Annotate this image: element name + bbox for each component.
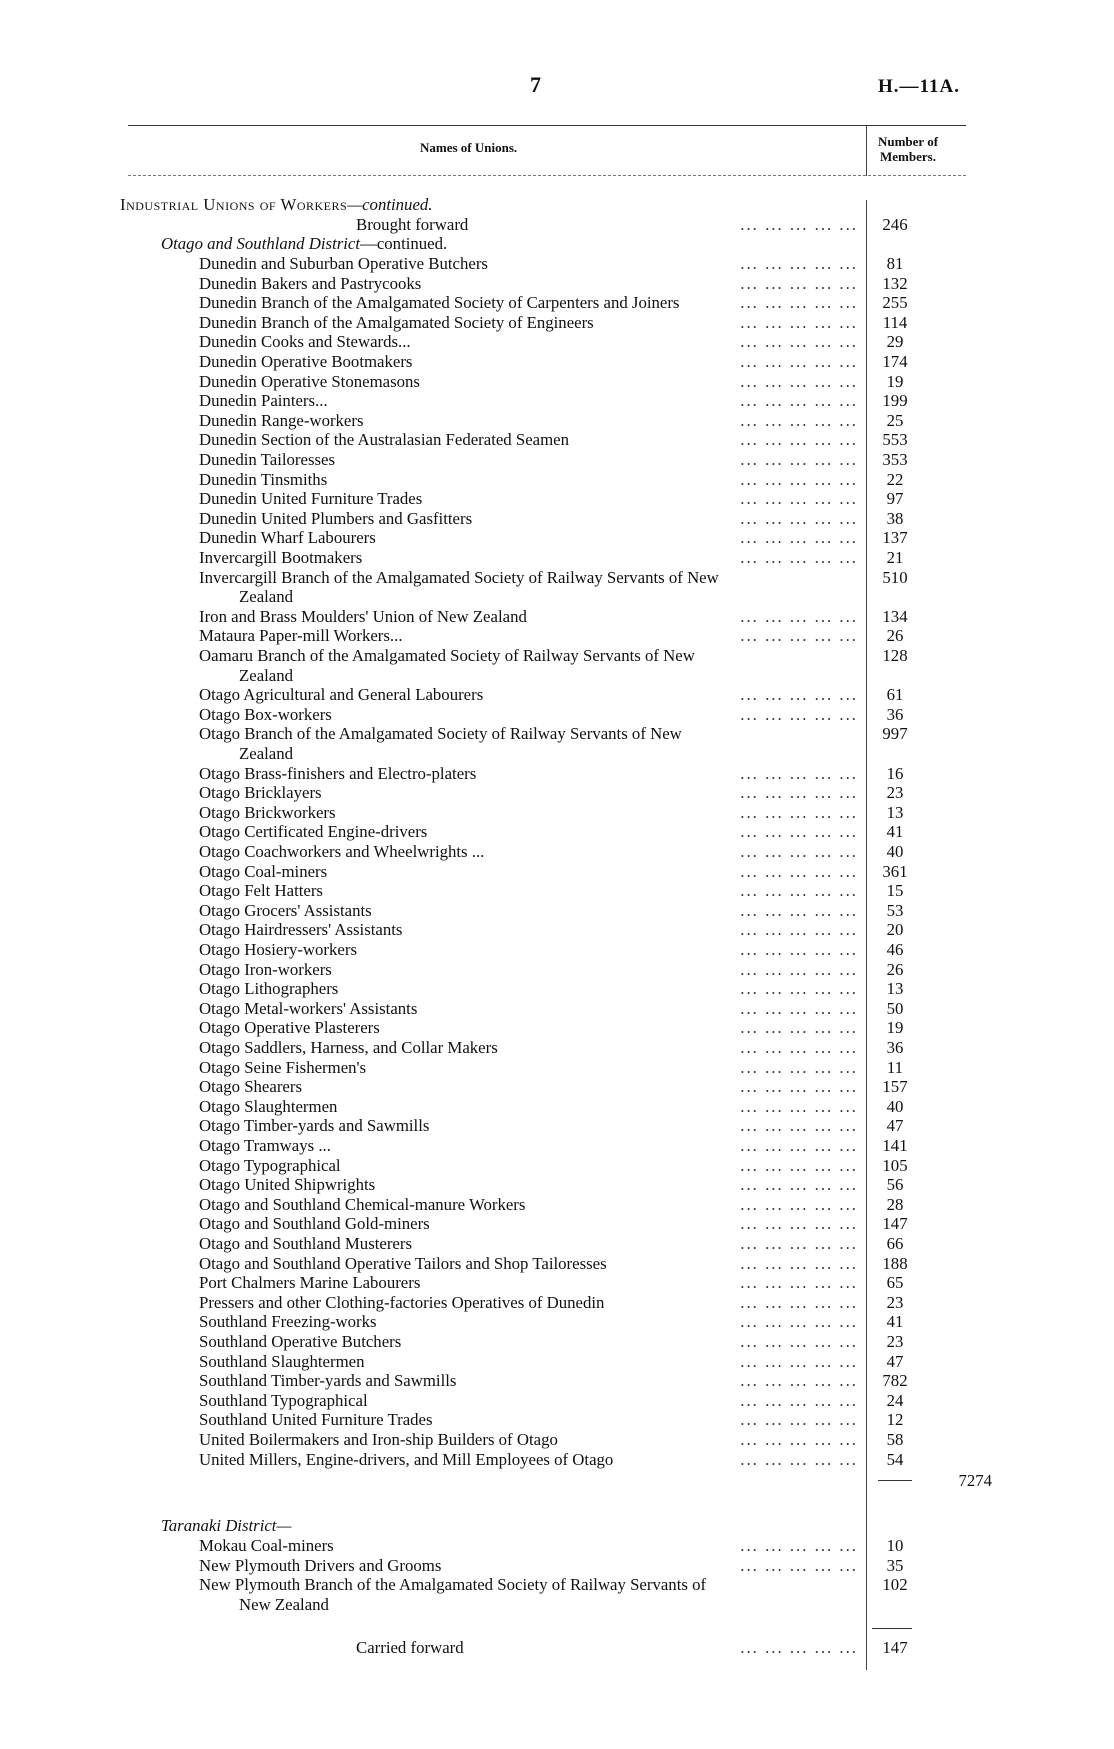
union-row <box>199 607 858 627</box>
union-members: 58 <box>886 1430 904 1449</box>
leader-dots: ... ... ... ... ... <box>740 410 858 430</box>
union-name: Mokau Coal-miners <box>199 1536 334 1555</box>
union-members: 997 <box>882 724 908 744</box>
union-row <box>199 548 858 568</box>
union-members: 147 <box>882 1214 908 1234</box>
leader-dots: ... ... ... ... ... <box>740 1077 858 1097</box>
union-row <box>199 352 858 372</box>
union-members: 81 <box>886 254 904 273</box>
leader-dots: ... ... ... ... ... <box>740 1638 858 1657</box>
union-name: Otago and Southland Chemical-manure Workers <box>199 1194 526 1214</box>
union-members: 41 <box>886 1312 904 1332</box>
union-name: Southland Freezing-works <box>199 1312 377 1332</box>
union-row <box>199 1332 858 1352</box>
carried-forward-rule <box>872 1628 912 1629</box>
union-members: 12 <box>886 1410 904 1430</box>
leader-dots: ... ... ... ... ... <box>740 1096 858 1116</box>
union-name: Southland Slaughtermen <box>199 1351 365 1371</box>
section-title-continued: —continued. <box>347 195 433 214</box>
union-row <box>199 1097 858 1117</box>
leader-dots: ... ... ... ... ... <box>740 685 858 705</box>
union-row <box>199 822 858 842</box>
union-name: Otago and Southland Musterers <box>199 1234 412 1253</box>
union-row <box>199 1352 858 1372</box>
union-members: 47 <box>886 1116 904 1136</box>
union-name: Dunedin Operative Bootmakers <box>199 352 413 371</box>
union-name: Port Chalmers Marine Labourers <box>199 1273 421 1293</box>
union-name: Oamaru Branch of the Amalgamated Society of Railway Servants of New <box>199 646 695 665</box>
union-name: Otago Timber-yards and Sawmills <box>199 1116 430 1136</box>
leader-dots: ... ... ... ... ... <box>740 822 858 842</box>
leader-dots: ... ... ... ... ... <box>740 861 858 881</box>
union-row <box>199 979 858 999</box>
leader-dots: ... ... ... ... ... <box>740 1430 858 1449</box>
union-row <box>199 646 858 666</box>
union-name-continuation: Zealand <box>239 587 294 607</box>
union-row <box>199 509 858 529</box>
leader-dots: ... ... ... ... ... <box>740 1332 858 1351</box>
union-name: Otago Iron-workers <box>199 959 332 979</box>
carried-forward-value: 147 <box>882 1638 908 1657</box>
union-members: 20 <box>886 920 904 940</box>
union-name: Otago Certificated Engine-drivers <box>199 822 428 842</box>
leader-dots: ... ... ... ... ... <box>740 763 858 783</box>
union-name: Southland Timber-yards and Sawmills <box>199 1371 457 1391</box>
leader-dots: ... ... ... ... ... <box>740 1312 858 1332</box>
union-row <box>199 1410 858 1430</box>
union-members: 11 <box>886 1057 904 1077</box>
leader-dots: ... ... ... ... ... <box>740 548 858 567</box>
union-members: 26 <box>886 626 904 646</box>
union-members: 47 <box>886 1351 904 1371</box>
leader-dots: ... ... ... ... ... <box>740 391 858 411</box>
union-row <box>199 568 858 588</box>
union-row <box>199 842 858 862</box>
union-name-continuation: Zealand <box>239 744 294 763</box>
union-row <box>199 1038 858 1058</box>
union-row <box>199 1556 858 1576</box>
district-title-otago <box>161 234 447 254</box>
leader-dots: ... ... ... ... ... <box>740 900 858 920</box>
leader-dots: ... ... ... ... ... <box>740 842 858 861</box>
leader-dots: ... ... ... ... ... <box>740 1057 858 1077</box>
union-row <box>199 1195 858 1215</box>
union-name: Otago Coal-miners <box>199 861 328 881</box>
leader-dots: ... ... ... ... ... <box>740 606 858 626</box>
union-name: Dunedin United Plumbers and Gasfitters <box>199 508 473 528</box>
union-members: 114 <box>882 312 908 332</box>
union-row <box>199 1273 858 1293</box>
union-members: 353 <box>882 450 908 469</box>
union-members: 38 <box>886 508 904 528</box>
union-row <box>199 783 858 803</box>
union-members: 13 <box>886 802 904 822</box>
leader-dots: ... ... ... ... ... <box>740 1536 858 1555</box>
leader-dots: ... ... ... ... ... <box>740 293 858 313</box>
union-name: Otago Box-workers <box>199 704 332 724</box>
union-members: 23 <box>886 783 904 803</box>
leader-dots: ... ... ... ... ... <box>740 1155 858 1175</box>
union-name-continuation: Zealand <box>239 665 294 685</box>
union-row <box>199 470 858 490</box>
union-members: 40 <box>886 1096 904 1116</box>
union-members: 188 <box>882 1253 908 1273</box>
leader-dots: ... ... ... ... ... <box>740 273 858 293</box>
union-name: Otago Branch of the Amalgamated Society of Railway Servants of New <box>199 724 682 744</box>
leader-dots: ... ... ... ... ... <box>740 1390 858 1410</box>
union-name: Otago Felt Hatters <box>199 881 323 901</box>
union-name: Otago United Shipwrights <box>199 1175 376 1195</box>
union-members: 15 <box>886 881 904 901</box>
union-row <box>199 803 858 823</box>
leader-dots: ... ... ... ... ... <box>740 1351 858 1371</box>
union-members: 97 <box>886 489 904 509</box>
union-row <box>199 1536 858 1556</box>
union-members: 255 <box>882 293 908 313</box>
union-members: 10 <box>886 1536 904 1555</box>
leader-dots: ... ... ... ... ... <box>740 1273 858 1293</box>
carried-forward-row <box>356 1638 858 1658</box>
union-members: 22 <box>886 469 904 489</box>
union-members: 28 <box>886 1194 904 1214</box>
union-members: 199 <box>882 391 908 411</box>
union-members: 157 <box>882 1077 908 1097</box>
union-name: Otago Hairdressers' Assistants <box>199 920 403 940</box>
union-row <box>199 1018 858 1038</box>
union-name: Otago Saddlers, Harness, and Collar Makers <box>199 1038 498 1057</box>
leader-dots: ... ... ... ... ... <box>740 1234 858 1253</box>
leader-dots: ... ... ... ... ... <box>740 1136 858 1155</box>
union-members: 23 <box>886 1292 904 1312</box>
brought-forward-value: 246 <box>882 215 908 234</box>
leader-dots: ... ... ... ... ... <box>740 783 858 803</box>
header-bottom-rule <box>128 175 966 176</box>
union-members: 128 <box>882 646 908 665</box>
union-row <box>199 1175 858 1195</box>
union-row <box>199 1077 858 1097</box>
union-row <box>199 1234 858 1254</box>
leader-dots: ... ... ... ... ... <box>740 508 858 528</box>
leader-dots: ... ... ... ... ... <box>740 1449 858 1469</box>
union-members: 137 <box>882 528 908 548</box>
union-row <box>199 391 858 411</box>
union-name: Otago Brickworkers <box>199 802 336 822</box>
union-name: Otago and Southland Operative Tailors and Shop Tailoresses <box>199 1253 607 1273</box>
district-title-otago-suffix: —continued. <box>360 234 448 253</box>
union-name: Dunedin Operative Stonemasons <box>199 371 420 391</box>
union-members: 553 <box>882 430 908 450</box>
column-header-names: Names of Unions. <box>420 140 518 155</box>
union-members: 46 <box>886 940 904 959</box>
district-title-taranaki <box>161 1516 291 1536</box>
leader-dots: ... ... ... ... ... <box>740 489 858 509</box>
union-members: 19 <box>886 371 904 391</box>
union-name: Otago Shearers <box>199 1077 302 1097</box>
union-name: Dunedin United Furniture Trades <box>199 489 423 509</box>
union-name: Dunedin Painters... <box>199 391 328 411</box>
union-members: 23 <box>886 1332 904 1351</box>
union-row <box>199 626 858 646</box>
union-row <box>199 999 858 1019</box>
union-members: 29 <box>886 332 904 352</box>
union-name: Otago Metal-workers' Assistants <box>199 998 418 1018</box>
page-number: 7 <box>530 72 541 97</box>
union-members: 66 <box>886 1234 904 1253</box>
union-members: 510 <box>882 567 908 587</box>
union-members: 24 <box>886 1390 904 1410</box>
union-row <box>199 372 858 392</box>
union-row <box>199 450 858 470</box>
union-row <box>199 254 858 274</box>
union-members: 65 <box>886 1273 904 1293</box>
leader-dots: ... ... ... ... ... <box>740 528 858 548</box>
union-name: New Plymouth Branch of the Amalgamated Society of Railway Servants of <box>199 1575 707 1595</box>
union-members: 141 <box>882 1136 908 1155</box>
union-row <box>199 764 858 784</box>
leader-dots: ... ... ... ... ... <box>740 450 858 469</box>
union-name: United Boilermakers and Iron-ship Builders of Otago <box>199 1430 558 1449</box>
union-members: 174 <box>882 352 908 371</box>
union-name: Otago Agricultural and General Labourers <box>199 685 484 705</box>
section-title-industrial <box>120 195 432 215</box>
union-name: Southland Typographical <box>199 1390 368 1410</box>
subtotal-rule <box>878 1480 912 1481</box>
leader-dots: ... ... ... ... ... <box>740 332 858 352</box>
brought-forward-label: Brought forward <box>356 215 469 234</box>
leader-dots: ... ... ... ... ... <box>740 704 858 724</box>
leader-dots: ... ... ... ... ... <box>740 1253 858 1273</box>
union-name: Dunedin Range-workers <box>199 410 364 430</box>
union-name: Otago Slaughtermen <box>199 1096 338 1116</box>
union-row <box>199 332 858 352</box>
union-name: Dunedin Tinsmiths <box>199 469 328 489</box>
brought-forward-row <box>356 215 858 235</box>
header-column-divider <box>866 126 867 176</box>
otago-subtotal: 7274 <box>958 1471 992 1490</box>
union-members: 132 <box>882 273 908 293</box>
union-members: 53 <box>886 900 904 920</box>
union-row <box>199 1214 858 1234</box>
union-name: Otago Bricklayers <box>199 783 322 803</box>
leader-dots: ... ... ... ... ... <box>740 1410 858 1430</box>
union-name: Southland United Furniture Trades <box>199 1410 433 1430</box>
union-name: Dunedin Wharf Labourers <box>199 528 376 548</box>
section-title-main: Industrial Unions of Workers <box>120 195 348 214</box>
leader-dots: ... ... ... ... ... <box>740 920 858 940</box>
union-row <box>199 901 858 921</box>
union-row <box>199 1391 858 1411</box>
union-members: 35 <box>886 1555 904 1575</box>
leader-dots: ... ... ... ... ... <box>740 1371 858 1391</box>
union-name: Dunedin Branch of the Amalgamated Society of Engineers <box>199 312 594 332</box>
union-name: Invercargill Branch of the Amalgamated Society of Railway Servants of New <box>199 567 719 587</box>
union-members: 41 <box>886 822 904 842</box>
union-name: Pressers and other Clothing-factories Operatives of Dunedin <box>199 1292 605 1312</box>
leader-dots: ... ... ... ... ... <box>740 1555 858 1575</box>
leader-dots: ... ... ... ... ... <box>740 1194 858 1214</box>
union-row <box>199 940 858 960</box>
union-name: Otago Seine Fishermen's <box>199 1057 367 1077</box>
union-name: Dunedin Cooks and Stewards... <box>199 332 411 352</box>
leader-dots: ... ... ... ... ... <box>740 626 858 646</box>
leader-dots: ... ... ... ... ... <box>740 940 858 959</box>
union-row <box>199 705 858 725</box>
leader-dots: ... ... ... ... ... <box>740 371 858 391</box>
leader-dots: ... ... ... ... ... <box>740 430 858 450</box>
leader-dots: ... ... ... ... ... <box>740 802 858 822</box>
union-members: 25 <box>886 410 904 430</box>
leader-dots: ... ... ... ... ... <box>740 1175 858 1195</box>
union-name: Iron and Brass Moulders' Union of New Zealand <box>199 606 527 626</box>
union-members: 26 <box>886 959 904 979</box>
leader-dots: ... ... ... ... ... <box>740 469 858 489</box>
union-name-continuation: New Zealand <box>239 1594 329 1614</box>
union-row <box>199 960 858 980</box>
union-members: 54 <box>886 1449 904 1469</box>
district-title-otago-name: Otago and Southland District <box>161 234 361 253</box>
leader-dots: ... ... ... ... ... <box>740 998 858 1018</box>
union-members: 56 <box>886 1175 904 1195</box>
union-name: Otago Grocers' Assistants <box>199 900 372 920</box>
union-name: United Millers, Engine-drivers, and Mill Employees of Otago <box>199 1449 614 1469</box>
union-row <box>199 881 858 901</box>
union-name: Invercargill Bootmakers <box>199 548 363 567</box>
union-members: 16 <box>886 763 904 783</box>
union-row <box>199 685 858 705</box>
union-row <box>199 274 858 294</box>
union-name: Southland Operative Butchers <box>199 1332 402 1351</box>
column-header-members-line2: Members. <box>880 149 936 164</box>
union-name: Otago Brass-finishers and Electro-platers <box>199 763 477 783</box>
union-name: Dunedin Branch of the Amalgamated Society of Carpenters and Joiners <box>199 293 680 313</box>
union-row <box>199 1450 858 1470</box>
union-row <box>199 1058 858 1078</box>
union-name: Dunedin Section of the Australasian Federated Seamen <box>199 430 570 450</box>
union-members: 13 <box>886 979 904 999</box>
union-members: 361 <box>882 861 908 881</box>
union-row <box>199 1371 858 1391</box>
document-code: H.—11A. <box>878 76 960 97</box>
column-header-members-line1: Number of <box>877 134 939 149</box>
leader-dots: ... ... ... ... ... <box>740 1214 858 1234</box>
union-row <box>199 430 858 450</box>
union-members: 61 <box>886 685 904 705</box>
union-row <box>199 724 858 744</box>
union-name: Otago Operative Plasterers <box>199 1018 380 1038</box>
union-members: 105 <box>882 1155 908 1175</box>
union-name: Mataura Paper-mill Workers... <box>199 626 403 646</box>
union-row <box>199 1312 858 1332</box>
union-name: Dunedin Tailoresses <box>199 450 336 469</box>
union-name: Otago and Southland Gold-miners <box>199 1214 430 1234</box>
union-row <box>199 1156 858 1176</box>
union-name: Otago Tramways ... <box>199 1136 331 1155</box>
union-row <box>199 862 858 882</box>
union-row <box>199 1116 858 1136</box>
district-title-taranaki-name: Taranaki District— <box>161 1516 292 1535</box>
leader-dots: ... ... ... ... ... <box>740 1292 858 1312</box>
union-members: 19 <box>886 1018 904 1038</box>
union-name: New Plymouth Drivers and Grooms <box>199 1555 442 1575</box>
union-row <box>199 920 858 940</box>
union-name: Otago Hosiery-workers <box>199 940 357 959</box>
union-name: Otago Lithographers <box>199 979 339 999</box>
leader-dots: ... ... ... ... ... <box>740 312 858 332</box>
leader-dots: ... ... ... ... ... <box>740 979 858 999</box>
column-header-members <box>868 134 948 164</box>
leader-dots: ... ... ... ... ... <box>740 881 858 901</box>
union-row <box>199 411 858 431</box>
union-name: Dunedin Bakers and Pastrycooks <box>199 273 422 293</box>
union-row <box>199 528 858 548</box>
union-members: 782 <box>882 1371 908 1391</box>
union-members: 134 <box>882 606 908 626</box>
leader-dots: ... ... ... ... ... <box>740 1038 858 1057</box>
leader-dots: ... ... ... ... ... <box>740 959 858 979</box>
union-name: Otago Typographical <box>199 1155 341 1175</box>
union-members: 36 <box>886 1038 904 1057</box>
leader-dots: ... ... ... ... ... <box>740 1116 858 1136</box>
union-row <box>199 1430 858 1450</box>
leader-dots: ... ... ... ... ... <box>740 1018 858 1038</box>
union-name: Dunedin and Suburban Operative Butchers <box>199 254 488 273</box>
leader-dots: ... ... ... ... ... <box>740 215 858 234</box>
union-members: 36 <box>886 704 904 724</box>
union-row <box>199 313 858 333</box>
union-row <box>199 1575 858 1595</box>
union-members: 50 <box>886 998 904 1018</box>
header-top-rule <box>128 125 966 126</box>
union-name: Otago Coachworkers and Wheelwrights ... <box>199 842 485 861</box>
carried-forward-label: Carried forward <box>356 1638 464 1657</box>
union-row <box>199 1136 858 1156</box>
union-row <box>199 1254 858 1274</box>
leader-dots: ... ... ... ... ... <box>740 352 858 371</box>
union-row <box>199 293 858 313</box>
union-members: 102 <box>882 1575 908 1595</box>
union-row <box>199 489 858 509</box>
union-row <box>199 1293 858 1313</box>
leader-dots: ... ... ... ... ... <box>740 254 858 273</box>
union-members: 40 <box>886 842 904 861</box>
union-members: 21 <box>886 548 904 567</box>
